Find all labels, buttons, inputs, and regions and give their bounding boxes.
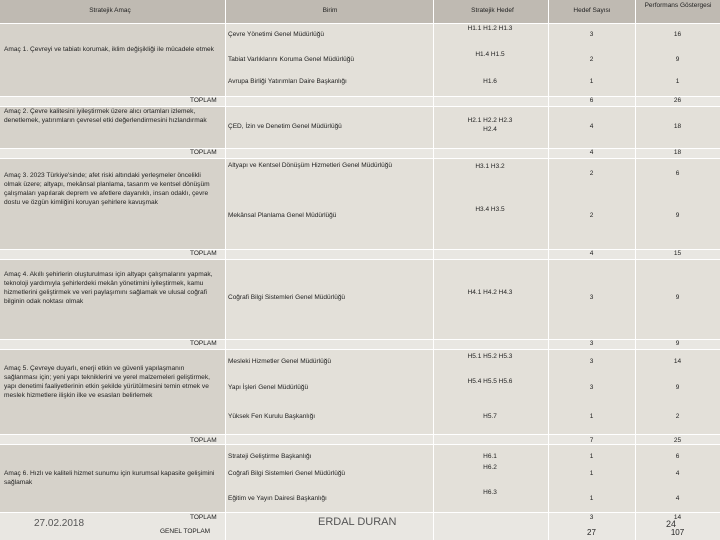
header-target: Stratejik Hedef	[471, 7, 514, 14]
row-target: H5.4 H5.5 H5.6	[467, 378, 513, 385]
total-count: 3	[589, 514, 594, 521]
row-target: H1.6	[483, 78, 497, 85]
row-unit: Yapı İşleri Genel Müdürlüğü	[228, 384, 309, 391]
row-indicator: 2	[675, 413, 680, 420]
row-target: H6.1	[483, 453, 497, 460]
total-indicator: 25	[673, 437, 682, 444]
grand-total-count: 27	[587, 528, 596, 537]
row-target: H1.1 H1.2 H1.3	[467, 25, 513, 32]
row-target: H6.2	[483, 464, 497, 471]
column-divider	[225, 0, 226, 540]
row-indicator: 4	[675, 470, 680, 477]
total-label: TOPLAM	[190, 149, 217, 156]
row-indicator: 18	[673, 123, 682, 130]
total-count: 4	[589, 250, 594, 257]
row-unit: Strateji Geliştirme Başkanlığı	[228, 453, 312, 460]
row-count: 4	[589, 123, 594, 130]
row-count: 1	[589, 413, 594, 420]
goal-1-text: Amaç 1. Çevreyi ve tabiatı korumak, iklim değişikliği ile mücadele etmek	[4, 46, 214, 53]
row-unit: Altyapı ve Kentsel Dönüşüm Hizmetleri Genel Müdürlüğü	[228, 162, 393, 169]
header-goal: Stratejik Amaç	[89, 7, 131, 14]
grand-total-label: GENEL TOPLAM	[160, 528, 211, 535]
row-target: H2.1 H2.2 H2.3 H2.4	[467, 117, 513, 134]
row-indicator: 14	[673, 358, 682, 365]
header-indicator: Performans Göstergesi	[644, 2, 712, 9]
total-label: TOPLAM	[190, 250, 217, 257]
row-unit: Mesleki Hizmetler Genel Müdürlüğü	[228, 358, 331, 365]
column-divider	[433, 0, 434, 540]
row-indicator: 4	[675, 495, 680, 502]
row-target: H6.3	[483, 489, 497, 496]
total-indicator: 26	[673, 97, 682, 104]
row-unit: Tabiat Varlıklarını Koruma Genel Müdürlüğü	[228, 56, 354, 63]
row-indicator: 1	[675, 78, 680, 85]
total-count: 6	[589, 97, 594, 104]
row-target: H3.1 H3.2	[475, 163, 505, 170]
row-target: H5.1 H5.2 H5.3	[467, 353, 513, 360]
total-indicator: 15	[673, 250, 682, 257]
row-count: 1	[589, 78, 594, 85]
row-count: 2	[589, 170, 594, 177]
total-count: 3	[589, 340, 594, 347]
row-indicator: 9	[675, 294, 680, 301]
row-indicator: 6	[675, 170, 680, 177]
row-count: 1	[589, 453, 594, 460]
row-count: 1	[589, 470, 594, 477]
row-unit: Mekânsal Planlama Genel Müdürlüğü	[228, 212, 337, 219]
row-divider	[0, 158, 720, 159]
row-divider	[0, 23, 720, 24]
goal-2-text: Amaç 2. Çevre kalitesini iyileştirmek üzere alıcı ortamları izlemek, denetlemek, yatırımların çevresel etki değerlendirmesini hızlandırmak	[4, 108, 207, 124]
row-count: 2	[589, 212, 594, 219]
row-count: 3	[589, 384, 594, 391]
row-divider	[0, 259, 720, 260]
row-unit: Eğitim ve Yayın Dairesi Başkanlığı	[228, 495, 327, 502]
header-unit: Birim	[322, 7, 338, 14]
goal-4-text: Amaç 4. Akıllı şehirlerin oluşturulması için altyapı çalışmalarını yapmak, teknoloji yardımıyla şehirlerdeki mekân yönetimini iyileştirmek, kamu hizmetlerini geliştirmek ve veri paylaşımını sağlamak ve ulusal coğrafi bilginin odak noktası olmak	[4, 271, 213, 305]
row-unit: ÇED, İzin ve Denetim Genel Müdürlüğü	[228, 123, 342, 130]
goal-5-text: Amaç 5. Çevreye duyarlı, enerji etkin ve güvenli yapılaşmanın sağlanması için; yeni yapı tekniklerini ve yerel malzemeleri geliştirmek, yapı denetimi faaliyetlerinin etkin şekilde yürütülmesini temin etmek ve meslek hizmetlere ilişkin ilke ve esasları belirlemek	[4, 365, 210, 399]
row-unit: Avrupa Birliği Yatırımları Daire Başkanlığı	[228, 78, 347, 85]
goal-3-text: Amaç 3. 2023 Türkiye'sinde; afet riski altındaki yerleşmeler öncelikli olmak üzere; altyapı, mekânsal planlama, tasarım ve kentsel dönüşüm çalışmaları yapılarak deprem ve afetlere dayanıklı, insan odaklı, çevre dostu ve özgün kimliğini koruyan şehirlere kavuşmak	[4, 172, 210, 206]
footer-author: ERDAL DURAN	[318, 516, 397, 528]
row-indicator: 9	[675, 384, 680, 391]
total-count: 4	[589, 149, 594, 156]
total-label: TOPLAM	[190, 97, 217, 104]
row-indicator: 6	[675, 453, 680, 460]
goal-6-text: Amaç 6. Hızlı ve kaliteli hizmet sunumu için kurumsal kapasite gelişimini sağlamak	[4, 470, 215, 486]
row-unit: Çevre Yönetimi Genel Müdürlüğü	[228, 31, 324, 38]
row-divider	[0, 349, 720, 350]
row-indicator: 9	[675, 212, 680, 219]
row-indicator: 9	[675, 56, 680, 63]
total-label: TOPLAM	[190, 514, 217, 521]
row-unit: Yüksek Fen Kurulu Başkanlığı	[228, 413, 316, 420]
total-count: 7	[589, 437, 594, 444]
row-indicator: 16	[673, 31, 682, 38]
total-label: TOPLAM	[190, 437, 217, 444]
row-target: H3.4 H3.5	[475, 206, 505, 213]
row-count: 1	[589, 495, 594, 502]
row-divider	[0, 106, 720, 107]
grand-total-indicator: 107	[670, 528, 685, 537]
row-target: H4.1 H4.2 H4.3	[467, 289, 513, 296]
row-unit: Coğrafi Bilgi Sistemleri Genel Müdürlüğü	[228, 294, 346, 301]
row-count: 2	[589, 56, 594, 63]
total-indicator: 14	[673, 514, 682, 521]
page-number: 24	[666, 519, 677, 529]
total-label: TOPLAM	[190, 340, 217, 347]
header-target-count: Hedef Sayısı	[573, 7, 611, 14]
total-indicator: 9	[675, 340, 680, 347]
row-unit: Coğrafi Bilgi Sistemleri Genel Müdürlüğü	[228, 470, 346, 477]
row-divider	[0, 434, 720, 435]
goal-1-band	[0, 23, 225, 96]
total-indicator: 18	[673, 149, 682, 156]
row-count: 3	[589, 294, 594, 301]
row-count: 3	[589, 31, 594, 38]
row-target: H1.4 H1.5	[475, 51, 505, 58]
footer-date: 27.02.2018	[34, 518, 85, 529]
row-count: 3	[589, 358, 594, 365]
row-target: H5.7	[483, 413, 497, 420]
